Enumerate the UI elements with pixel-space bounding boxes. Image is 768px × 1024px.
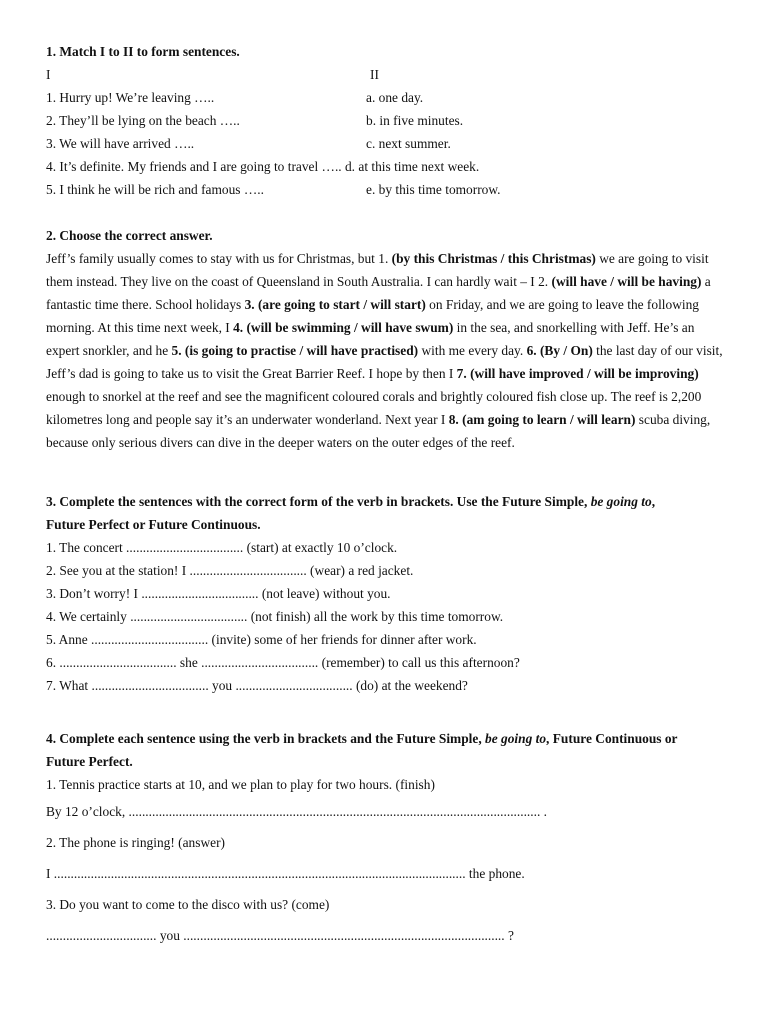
- title-text: ,: [651, 494, 656, 509]
- title-text: 3. Complete the sentences with the correct form of the verb in brackets. Use the Future Simple,: [46, 494, 591, 509]
- answer-line: By 12 o’clock, ........................................................................................................................... .: [46, 804, 548, 819]
- answer-choice[interactable]: 3. (are going to start / will start): [244, 297, 426, 312]
- column-2-header: II: [370, 67, 379, 82]
- answer-choice[interactable]: 6. (By / On): [526, 343, 593, 358]
- title-italic: be going to: [590, 494, 652, 509]
- exercise-4-title-line2: Future Perfect.: [46, 754, 133, 769]
- paragraph-text: the last day of our visit, Jeff’s dad is going to take us to visit the Great Barrier Reef. I hope by then I: [46, 343, 723, 381]
- answer-choice[interactable]: 4. (will be swimming / will have swum): [233, 320, 454, 335]
- exercise-1-title: 1. Match I to II to form sentences.: [46, 44, 240, 59]
- sentence-item: 6. ................................... she ................................... (remember) to call us this afternoon?: [46, 655, 520, 670]
- match-left: 3. We will have arrived …..: [46, 136, 195, 151]
- sentence-item: 4. We certainly ................................... (not finish) all the work by this time tomorrow.: [46, 609, 504, 624]
- paragraph-text: enough to snorkel at the reef and see the magnificent coloured corals and brightly coloured fish close up. The reef is 2,200 kilometres long and people say it’s an underwater wonderland. Next year I: [46, 389, 702, 427]
- exercise-1: [46, 40, 726, 201]
- answer-line: ................................. you ................................................................................................ ?: [46, 928, 514, 943]
- title-text: 4. Complete each sentence using the verb in brackets and the Future Simple,: [46, 731, 486, 746]
- exercise-3: [46, 490, 726, 697]
- answer-choice[interactable]: 8. (am going to learn / will learn): [448, 412, 636, 427]
- match-left: 4. It’s definite. My friends and I are going to travel ….. d. at this time next week.: [46, 159, 480, 174]
- question-prompt: 1. Tennis practice starts at 10, and we plan to play for two hours. (finish): [46, 777, 435, 792]
- exercise-4-title: [46, 727, 726, 750]
- exercise-3-title: [46, 490, 726, 513]
- answer-line: I ........................................................................................................................... the phone.: [46, 866, 525, 881]
- worksheet: [46, 40, 726, 951]
- match-right: b. in five minutes.: [366, 113, 464, 128]
- title-text: , Future Continuous or: [546, 731, 678, 746]
- paragraph-text: in the sea, and snorkelling with Jeff. He’s an expert snorkler, and he: [46, 320, 695, 358]
- question-prompt: 3. Do you want to come to the disco with us? (come): [46, 897, 330, 912]
- question-prompt: 2. The phone is ringing! (answer): [46, 835, 225, 850]
- answer-choice[interactable]: 7. (will have improved / will be improving): [456, 366, 699, 381]
- paragraph-text: a fantastic time there. School holidays: [46, 274, 711, 312]
- match-row: [46, 155, 726, 178]
- answer-choice[interactable]: (will have / will be having): [551, 274, 702, 289]
- exercise-4: [46, 727, 726, 951]
- column-1-header: I: [46, 67, 51, 82]
- match-row: [46, 86, 726, 109]
- exercise-2: [46, 224, 726, 454]
- answer-choice[interactable]: (by this Christmas / this Christmas): [391, 251, 596, 266]
- sentence-item: 3. Don’t worry! I ................................... (not leave) without you.: [46, 586, 391, 601]
- answer-choice[interactable]: 5. (is going to practise / will have practised): [171, 343, 419, 358]
- paragraph-text: with me every day.: [418, 343, 527, 358]
- column-headers: [46, 63, 726, 86]
- paragraph-text: on Friday, and we are going to leave the following morning. At this time next week, I: [46, 297, 700, 335]
- match-left: 5. I think he will be rich and famous …..: [46, 182, 264, 197]
- sentence-item: 1. The concert ................................... (start) at exactly 10 o’clock.: [46, 540, 398, 555]
- paragraph-text: Jeff’s family usually comes to stay with us for Christmas, but 1.: [46, 251, 392, 266]
- title-italic: be going to: [485, 731, 547, 746]
- match-right: a. one day.: [366, 90, 424, 105]
- match-right: c. next summer.: [366, 136, 451, 151]
- paragraph-text: we are going to visit them instead. They live on the coast of Queensland in South Australia. I can hardly wait – I 2.: [46, 251, 709, 289]
- match-row: [46, 178, 726, 201]
- exercise-2-paragraph: [46, 247, 726, 454]
- match-right: e. by this time tomorrow.: [366, 182, 501, 197]
- sentence-item: 5. Anne ................................... (invite) some of her friends for dinner after work.: [46, 632, 477, 647]
- match-row: [46, 109, 726, 132]
- sentence-item: 7. What ................................... you ................................... (do) at the weekend?: [46, 678, 468, 693]
- exercise-2-title: 2. Choose the correct answer.: [46, 228, 213, 243]
- exercise-3-title-line2: Future Perfect or Future Continuous.: [46, 517, 261, 532]
- match-left: 2. They’ll be lying on the beach …..: [46, 113, 240, 128]
- paragraph-text: scuba diving, because only serious divers can dive in the deeper waters on the outer edges of the reef.: [46, 412, 711, 450]
- match-left: 1. Hurry up! We’re leaving …..: [46, 90, 215, 105]
- sentence-item: 2. See you at the station! I ................................... (wear) a red jacket.: [46, 563, 414, 578]
- match-row: [46, 132, 726, 155]
